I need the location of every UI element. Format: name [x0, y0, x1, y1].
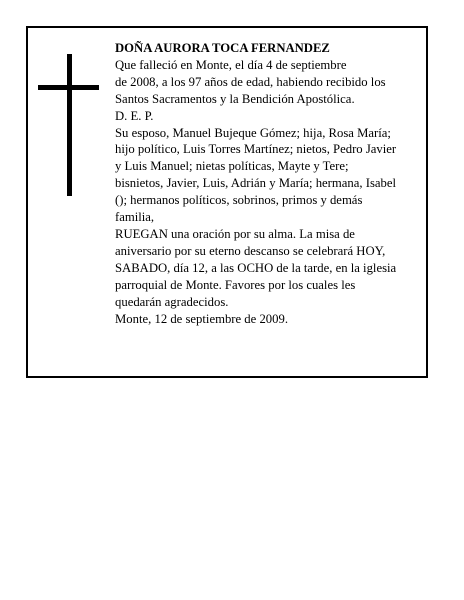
family-line: (); hermanos políticos, sobrinos, primos y demás: [115, 193, 363, 208]
death-line: Que falleció en Monte, el día 4 de septiembre: [115, 57, 347, 72]
request-line: quedarán agradecidos.: [115, 294, 229, 309]
obituary-notice: [26, 26, 428, 378]
cross-icon-crossbar: [38, 85, 99, 90]
family-line: y Luis Manuel; nietas políticas, Mayte y Tere;: [115, 159, 349, 174]
request-line: parroquial de Monte. Favores por los cuales les: [115, 277, 356, 292]
family-line: Su esposo, Manuel Bujeque Gómez; hija, Rosa María;: [115, 125, 391, 140]
deceased-name: DOÑA AURORA TOCA FERNANDEZ: [115, 41, 330, 55]
place-date-line: Monte, 12 de septiembre de 2009.: [115, 311, 289, 326]
request-line: RUEGAN una oración por su alma. La misa de: [115, 226, 355, 241]
cross-icon: [67, 54, 72, 196]
family-line: bisnietos, Javier, Luis, Adrián y María; hermana, Isabel: [115, 176, 397, 191]
notice-text: [115, 40, 420, 327]
dep-line: D. E. P.: [115, 108, 154, 123]
request-line: aniversario por su eterno descanso se celebrará HOY,: [115, 243, 386, 258]
family-line: hijo político, Luis Torres Martínez; nietos, Pedro Javier: [115, 142, 397, 157]
death-line: de 2008, a los 97 años de edad, habiendo recibido los: [115, 74, 386, 89]
family-line: familia,: [115, 210, 155, 225]
request-line: SABADO, día 12, a las OCHO de la tarde, en la iglesia: [115, 260, 397, 275]
death-line: Santos Sacramentos y la Bendición Apostólica.: [115, 91, 355, 106]
